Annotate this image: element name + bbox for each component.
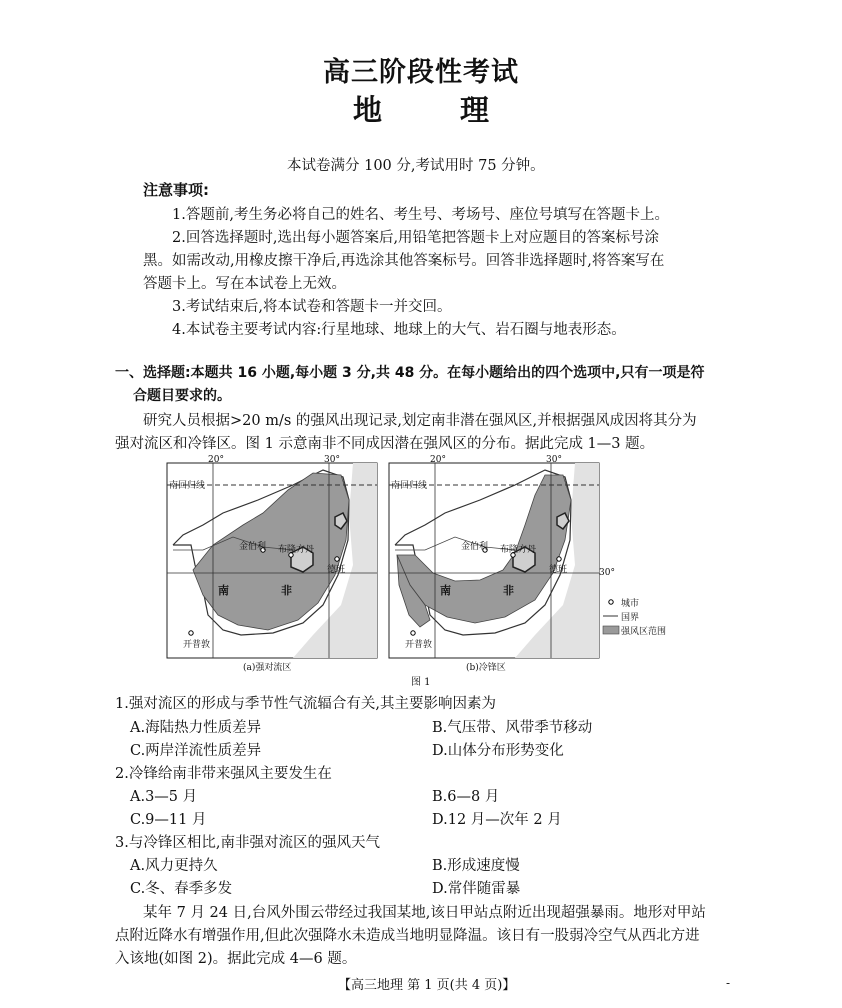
question-2-option-c: C.9—11 月 [130,812,207,828]
score-info: 本试卷满分 100 分,考试用时 75 分钟。 [287,158,545,174]
label-tropic-a: 南回归线 [169,481,206,491]
figure-1 [163,455,683,675]
intro-line-2: 强对流区和冷锋区。图 1 示意南非不同成因潜在强风区的分布。据此完成 1—3 题。 [115,436,655,452]
question-1: 1.强对流区的形成与季节性气流辐合有关,其主要影响因素为 [115,696,496,712]
notice-item-3: 3.考试结束后,将本试卷和答题卡一并交回。 [172,299,452,315]
legend-city-label: 城市 [621,599,640,609]
passage-2-line-3: 入该地(如图 2)。据此完成 4—6 题。 [115,951,357,967]
caption-a: (a)强对流区 [243,663,292,673]
label-lon20-a: 20° [208,455,224,465]
question-1-option-c: C.两岸洋流性质差异 [130,743,262,759]
notice-item-2-line-2: 黑。如需改动,用橡皮擦干净后,再选涂其他答案标号。回答非选择题时,将答案写在 [143,253,665,269]
label-lat30-b: 30° [599,568,615,578]
label-capetown-a: 开普敦 [183,640,211,650]
question-3-option-a: A.风力更持久 [130,858,218,874]
legend-zone-symbol [603,626,619,634]
question-1-option-a: A.海陆热力性质差异 [130,720,262,736]
legend [603,600,619,634]
section-heading-line-2: 合题目要求的。 [133,388,231,404]
page-footer: 【高三地理 第 1 页(共 4 页)】 [338,978,516,993]
question-2: 2.冷锋给南非带来强风主要发生在 [115,766,332,782]
caption-b: (b)冷锋区 [466,663,506,673]
figure-1-label: 图 1 [411,677,431,688]
map-panel-a [167,463,377,658]
question-2-option-a: A.3—5 月 [130,789,198,805]
label-kimberley-b: 金伯利 [461,542,489,552]
question-3: 3.与冷锋区相比,南非强对流区的强风天气 [115,835,380,851]
legend-border-label: 国界 [621,613,640,623]
label-lon30-a: 30° [324,455,340,465]
label-durban-b: 德班 [549,565,568,575]
city-durban-a [335,557,339,561]
passage-2-line-1: 某年 7 月 24 日,台风外围云带经过我国某地,该日甲站点附近出现超强暴雨。地形对甲站 [143,905,706,921]
label-lon20-b: 20° [430,455,446,465]
label-lon30-b: 30° [546,455,562,465]
notice-item-1: 1.答题前,考生务必将自己的姓名、考生号、考场号、座位号填写在答题卡上。 [172,207,669,223]
question-2-option-d: D.12 月—次年 2 月 [432,812,562,828]
legend-zone-label: 强风区范围 [621,627,667,637]
notice-heading: 注意事项: [143,181,209,199]
exam-title: 高三阶段性考试 [323,57,519,88]
footer-dash: - [726,976,731,990]
question-3-option-b: B.形成速度慢 [432,858,520,874]
notice-item-2-line-1: 2.回答选择题时,选出每小题答案后,用铅笔把答题卡上对应题目的答案标号涂 [172,230,660,246]
question-3-option-d: D.常伴随雷暴 [432,881,521,897]
passage-2-line-2: 点附近降水有增强作用,但此次强降水未造成当地明显降温。该日有一股弱冷空气从西北方进 [115,928,700,944]
subject-title: 地理 [352,93,567,127]
city-capetown-a [189,631,193,635]
label-nan-a: 南 [218,584,229,597]
question-3-option-c: C.冬、春季多发 [130,881,233,897]
label-kimberley-a: 金伯利 [239,542,267,552]
section-heading-line-1: 一、选择题:本题共 16 小题,每小题 3 分,共 48 分。在每小题给出的四个选项中,只有一项是符 [115,365,705,381]
question-1-option-d: D.山体分布形势变化 [432,743,564,759]
notice-item-2-line-3: 答题卡上。写在本试卷上无效。 [143,276,346,292]
legend-city-symbol [609,600,613,604]
question-2-option-b: B.6—8 月 [432,789,500,805]
intro-line-1: 研究人员根据>20 m/s 的强风出现记录,划定南非潜在强风区,并根据强风成因将其分为 [143,413,697,429]
label-tropic-b: 南回归线 [391,481,428,491]
label-capetown-b: 开普敦 [405,640,433,650]
label-durban-a: 德班 [327,565,346,575]
label-bloemfontein-a: 布隆方丹 [278,545,315,555]
label-nan-b: 南 [440,584,451,597]
map-panel-b [389,463,599,658]
city-capetown-b [411,631,415,635]
label-fei-a: 非 [281,584,292,597]
label-fei-b: 非 [503,584,514,597]
notice-item-4: 4.本试卷主要考试内容:行星地球、地球上的大气、岩石圈与地表形态。 [172,322,626,338]
label-bloemfontein-b: 布隆方丹 [500,545,537,555]
city-durban-b [557,557,561,561]
question-1-option-b: B.气压带、风带季节移动 [432,720,593,736]
